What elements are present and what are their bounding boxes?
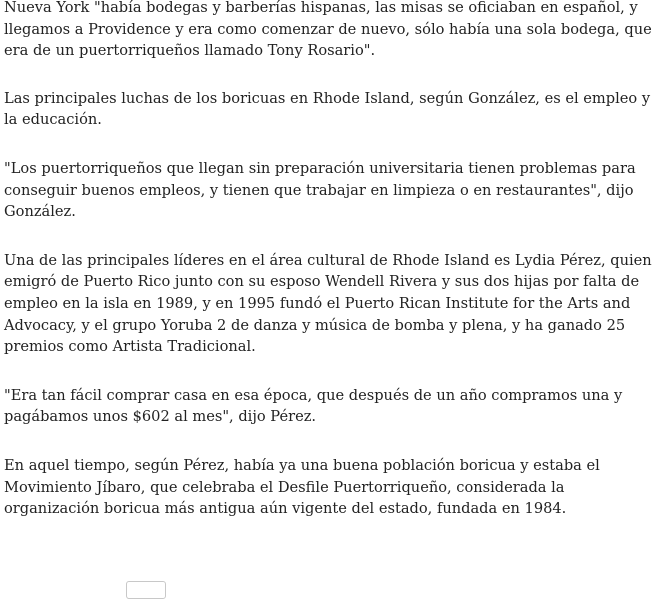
article-paragraph: En aquel tiempo, según Pérez, había ya una buena población boricua y estaba el Movimiento Jíbaro, que celebraba el Desfile Puertorriqueño, considerada la organización boricua más antigua aún vigente del estado, fundada en 1984. [4,456,600,518]
article-body [4,0,654,547]
article-paragraph: Una de las principales líderes en el área cultural de Rhode Island es Lydia Pérez, quien emigró de Puerto Rico junto con su esposo Wendell Rivera y sus dos hijas por falta de empleo en la isla en 1989, y en 1995 fundó el Puerto Rican Institute for the Arts and Advocacy, y el grupo Yoruba 2 de danza y música de bomba y plena, y ha ganado 25 premios como Artista Tradicional. [4,251,652,356]
article-paragraph: Nueva York "había bodegas y barberías hispanas, las misas se oficiaban en español, y llegamos a Providence y era como comenzar de nuevo, sólo había una sola bodega, que era de un puertorriqueños llamado Tony Rosario". [4,0,652,60]
article-paragraph: "Los puertorriqueños que llegan sin preparación universitaria tienen problemas para conseguir buenos empleos, y tienen que trabajar en limpieza o en restaurantes", dijo González. [4,159,636,221]
partial-footer-button[interactable] [126,581,166,599]
article-paragraph: "Era tan fácil comprar casa en esa época, que después de un año compramos una y pagábamos unos $602 al mes", dijo Pérez. [4,386,623,426]
article-paragraph: Las principales luchas de los boricuas en Rhode Island, según González, es el empleo y la educación. [4,89,651,129]
